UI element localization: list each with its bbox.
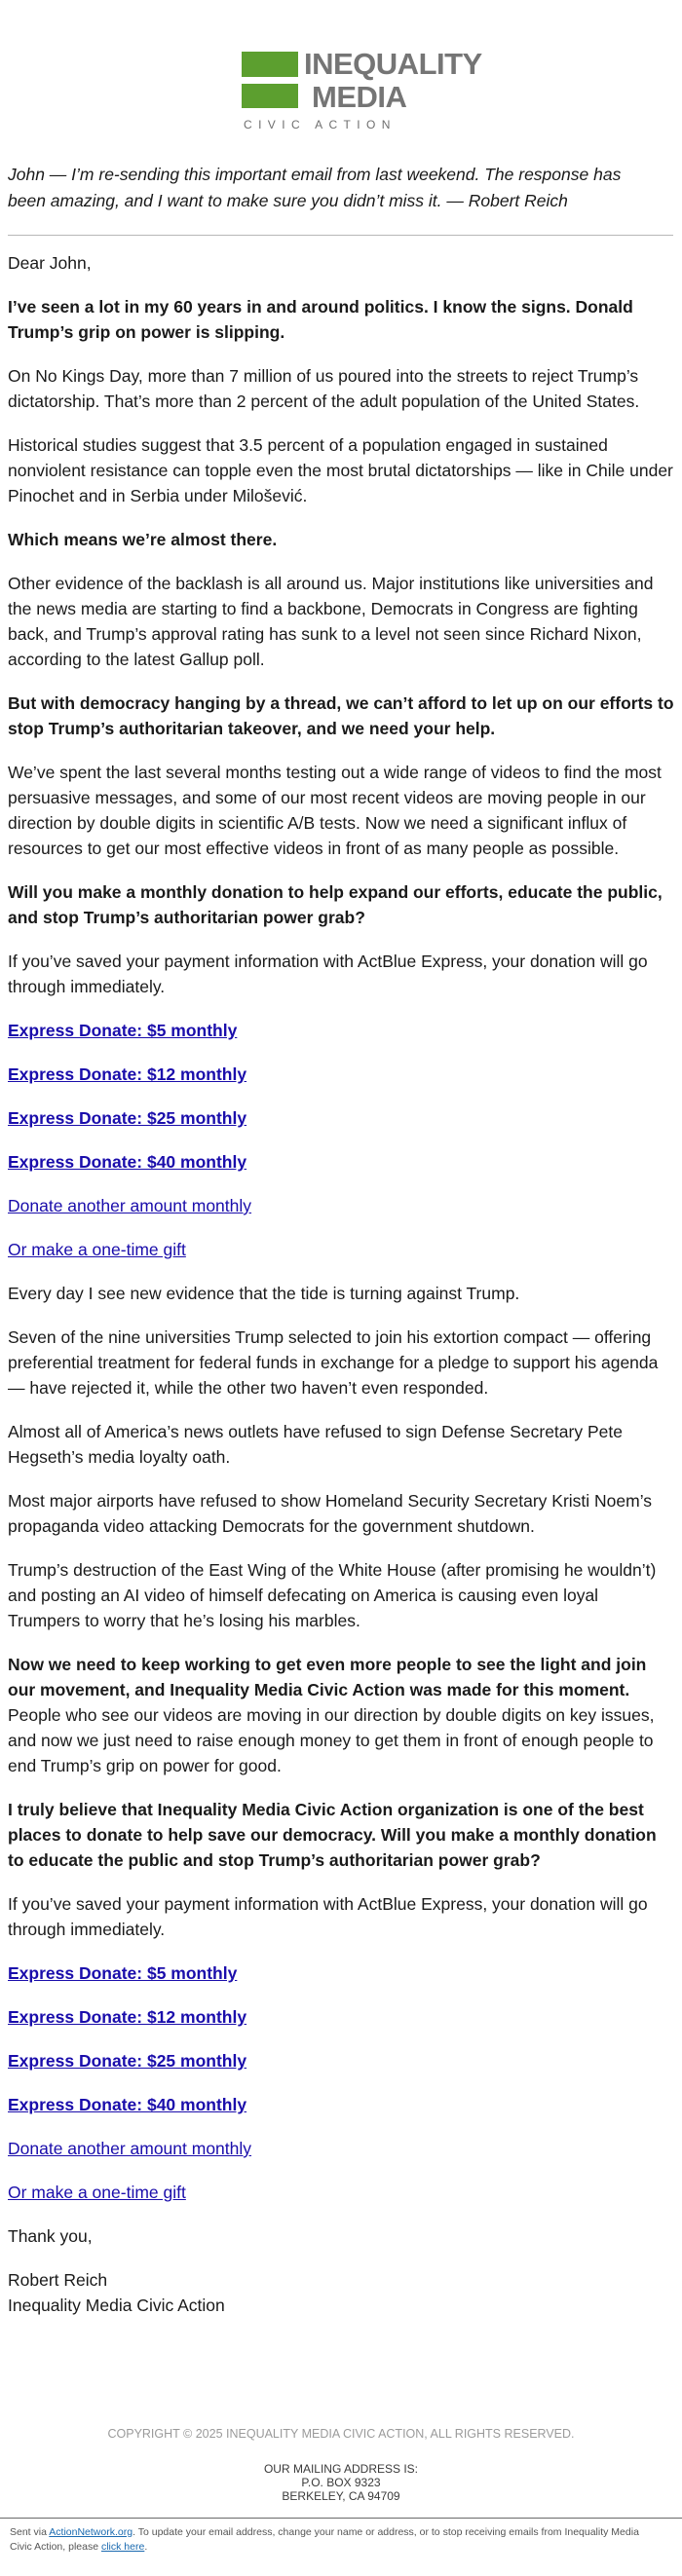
donate-link-row — [8, 2004, 674, 2030]
greeting: Dear John, — [8, 253, 92, 273]
body-paragraph: Most major airports have refused to show Homeland Security Secretary Kristi Noem’s propaganda video attacking Democrats for the government shutdown. — [8, 1491, 653, 1536]
body-paragraph: Seven of the nine universities Trump selected to join his extortion compact — offering preferential treatment for federal funds in exchange for a pledge to support his agenda — have rejected it, while the other two haven’t even responded. — [8, 1327, 659, 1398]
body-paragraph: But with democracy hanging by a thread, we can’t afford to let up on our efforts to stop Trump’s authoritarian takeover, and we need your help. — [8, 693, 674, 738]
brand-logo — [242, 47, 482, 136]
sent-middle: . To update your email address, change your name or address, or to stop receiving emails from Inequality Media Civic Action, please — [10, 2526, 639, 2553]
donate-link-row — [8, 2048, 674, 2073]
donate-link-row — [8, 1149, 674, 1175]
sent-via-notice — [10, 2525, 663, 2555]
one-time-gift-link[interactable]: Or make a one-time gift — [8, 1240, 186, 1259]
donate-link-row — [8, 1018, 674, 1043]
express-donate-12-link[interactable]: Express Donate: $12 monthly — [8, 1064, 247, 1084]
mixed-bold-text: Now we need to keep working to get even more people to see the light and join our movement, and Inequality Media Civic Action was made for this moment. — [8, 1655, 647, 1699]
body-paragraph: I’ve seen a lot in my 60 years in and around politics. I know the signs. Donald Trump’s grip on power is slipping. — [8, 297, 633, 342]
express-donate-40-link[interactable]: Express Donate: $40 monthly — [8, 2095, 247, 2114]
logo-bar-top — [242, 52, 298, 77]
signature-org: Inequality Media Civic Action — [8, 2296, 225, 2315]
donate-link-row — [8, 2180, 674, 2205]
logo-subtitle: CIVIC ACTION — [244, 118, 397, 131]
body-paragraph: If you’ve saved your payment information with ActBlue Express, your donation will go through immediately. — [8, 952, 648, 996]
donation-ask: Will you make a monthly donation to help expand our efforts, educate the public, and stop Trump’s authoritarian power grab? — [8, 882, 663, 927]
express-donate-12-link[interactable]: Express Donate: $12 monthly — [8, 2007, 247, 2027]
donate-link-row — [8, 2092, 674, 2117]
divider — [8, 235, 673, 236]
body-paragraph: We’ve spent the last several months testing out a wide range of videos to find the most persuasive messages, and some of our most recent videos are moving people in our direction by double digits in scientific A/B tests. Now we need a significant influx of resources to get our most effective videos in front of as many people as possible. — [8, 763, 662, 858]
logo-bar-bottom — [242, 84, 298, 108]
body-paragraph: Other evidence of the backlash is all around us. Major institutions like universities and the news media are starting to find a backbone, Democrats in Congress are fighting back, and Trump’s approval rating has sunk to a level not seen since Richard Nixon, according to the latest Gallup poll. — [8, 574, 654, 669]
donate-link-row — [8, 1237, 674, 1262]
donate-link-row — [8, 1062, 674, 1087]
unsubscribe-link[interactable]: click here — [100, 2541, 145, 2553]
logo-word-inequality: INEQUALITY — [304, 47, 482, 81]
donate-link-row — [8, 1960, 674, 1986]
body-paragraph: Every day I see new evidence that the tide is turning against Trump. — [8, 1284, 520, 1303]
signature-name: Robert Reich — [8, 2270, 108, 2290]
body-paragraph: On No Kings Day, more than 7 million of us poured into the streets to reject Trump’s dictatorship. That’s more than 2 percent of the adult population of the United States. — [8, 366, 640, 411]
closing: Thank you, — [8, 2226, 93, 2246]
address-line-1: P.O. BOX 9323 — [301, 2476, 381, 2489]
body-paragraph-mixed — [8, 1652, 674, 1778]
express-donate-25-link[interactable]: Express Donate: $25 monthly — [8, 1108, 247, 1128]
donate-link-row — [8, 1193, 674, 1218]
donate-other-amount-link[interactable]: Donate another amount monthly — [8, 2139, 252, 2158]
action-network-link[interactable]: ActionNetwork.org — [49, 2526, 133, 2538]
email-body — [8, 250, 674, 2318]
footer-divider — [0, 2518, 682, 2519]
footer-copyright: COPYRIGHT © 2025 INEQUALITY MEDIA CIVIC ACTION, ALL RIGHTS RESERVED. — [107, 2427, 575, 2441]
express-donate-5-link[interactable]: Express Donate: $5 monthly — [8, 1963, 238, 1983]
body-paragraph: Which means we’re almost there. — [8, 530, 278, 549]
body-paragraph: Almost all of America’s news outlets have refused to sign Defense Secretary Pete Hegseth’s media loyalty oath. — [8, 1422, 623, 1467]
mailing-label: OUR MAILING ADDRESS IS: — [263, 2462, 419, 2476]
express-donate-5-link[interactable]: Express Donate: $5 monthly — [8, 1021, 238, 1040]
donate-other-amount-link[interactable]: Donate another amount monthly — [8, 1196, 252, 1215]
footer-address — [0, 2462, 682, 2503]
body-paragraph: Historical studies suggest that 3.5 percent of a population engaged in sustained nonviolent resistance can topple even the most brutal dictatorships — like in Chile under Pinochet and in Serbia under Milošević. — [8, 435, 673, 505]
logo-word-media: MEDIA — [312, 80, 407, 114]
sent-suffix: . — [144, 2541, 148, 2553]
express-donate-25-link[interactable]: Express Donate: $25 monthly — [8, 2051, 247, 2071]
body-paragraph: Trump’s destruction of the East Wing of the White House (after promising he wouldn’t) and posting an AI video of himself defecating on America is causing even loyal Trumpers to worry that he’s losing his marbles. — [8, 1560, 657, 1630]
address-line-2: BERKELEY, CA 94709 — [282, 2489, 400, 2503]
one-time-gift-link[interactable]: Or make a one-time gift — [8, 2183, 186, 2202]
sent-prefix: Sent via — [10, 2526, 50, 2538]
signature — [8, 2267, 674, 2318]
donation-ask: I truly believe that Inequality Media Civic Action organization is one of the best places to donate to help save our democracy. Will you make a monthly donation to educate the public and stop Trump’s authoritarian power grab? — [8, 1800, 657, 1870]
intro-note: John — I’m re-sending this important email from last weekend. The response has been amazing, and I want to make sure you didn’t miss it. — Robert Reich — [8, 165, 622, 210]
mixed-normal-text: People who see our videos are moving in our direction by double digits on key issues, and now we just need to raise enough money to get them in front of enough people to end Trump’s grip on power for good. — [8, 1705, 655, 1775]
donate-link-row — [8, 1105, 674, 1131]
body-paragraph: If you’ve saved your payment information with ActBlue Express, your donation will go through immediately. — [8, 1894, 648, 1939]
donate-link-row — [8, 2136, 674, 2161]
express-donate-40-link[interactable]: Express Donate: $40 monthly — [8, 1152, 247, 1172]
